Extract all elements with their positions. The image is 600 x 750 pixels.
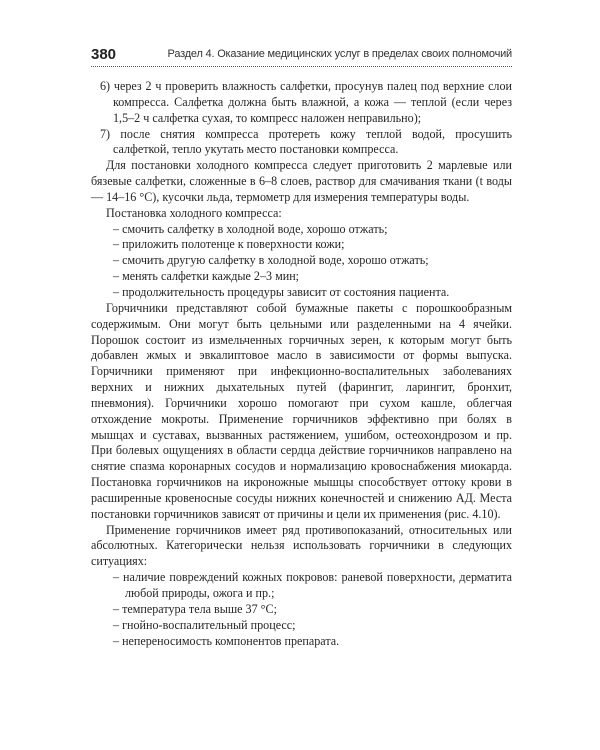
list-item: – продолжительность процедуры зависит от состояния пациента.: [113, 284, 450, 299]
running-head: Раздел 4. Оказание медицинских услуг в пределах своих полномочий: [167, 48, 512, 60]
list-item: – наличие повреждений кожных покровов: раневой поверхности, дерматита любой природы, ожога и пр.;: [113, 570, 512, 600]
mustard-plasters-paragraph: Горчичники представляют собой бумажные пакеты с порошкообразным содержимым. Они могут быть цельными или разделенными на 4 ячейки. Порошок состоит из измельченных горчичных зерен, к которым могут быть добавлен жмых и эвкалиптовое масло в зависимости от формы выпуска. Горчичники применяют при инфекционно-воспалительных заболеваниях верхних и нижних дыхательных путей (фарингит, ларингит, бронхит, пневмония). Горчичники хорошо помогают при сухом кашле, облегчая отхождение мокроты. Применение горчичников эффективно при болях в мышцах и суставах, вызванных растяжением, ушибом, остеохондрозом и пр. При болевых ощущениях в области сердца действие горчичников направлено на снятие спазма коронарных сосудов и нормализацию кровоснабжения миокарда. Постановка горчичников на икроножные мышцы способствует оттоку крови в расширенные кровеносные сосуды нижних конечностей и снижению АД. Места постановки горчичников зависят от причины и цели их применения (рис. 4.10).: [91, 300, 512, 521]
list-item: – температура тела выше 37 °С;: [113, 601, 277, 616]
list-item: – смочить салфетку в холодной воде, хорошо отжать;: [113, 221, 388, 236]
list-item: – приложить полотенце к поверхности кожи;: [113, 237, 345, 252]
page-number: 380: [91, 46, 117, 63]
list-item: – смочить другую салфетку в холодной воде, хорошо отжать;: [113, 253, 429, 268]
contraindications-paragraph: Применение горчичников имеет ряд противопоказаний, относительных или абсолютных. Категорически нельзя использовать горчичники в следующих ситуациях:: [91, 522, 512, 569]
cold-compress-intro: Для постановки холодного компресса следует приготовить 2 марлевые или бязевые салфетки, сложенные в 6–8 слоев, раствор для смачивания ткани (t воды — 14–16 °С), кусочки льда, термометр для измерения температуры воды.: [91, 158, 512, 204]
numbered-item: 6) через 2 ч проверить влажность салфетки, просунув палец под верхние слои компресса. Салфетка должна быть влажной, а кожа — теплой (если через 1,5–2 ч салфетка сухая, то компресс наложен неправильно);: [100, 79, 512, 125]
page-header: [91, 46, 512, 66]
numbered-item: 7) после снятия компресса протереть кожу теплой водой, просушить салфеткой, тепло укутать место постановки компресса.: [100, 126, 512, 157]
list-item: – гнойно-воспалительный процесс;: [113, 617, 296, 632]
page-body: [91, 79, 512, 649]
cold-compress-heading: Постановка холодного компресса:: [106, 205, 282, 220]
list-item: – непереносимость компонентов препарата.: [113, 633, 340, 648]
list-item: – менять салфетки каждые 2–3 мин;: [113, 269, 300, 284]
header-divider: [91, 66, 512, 67]
